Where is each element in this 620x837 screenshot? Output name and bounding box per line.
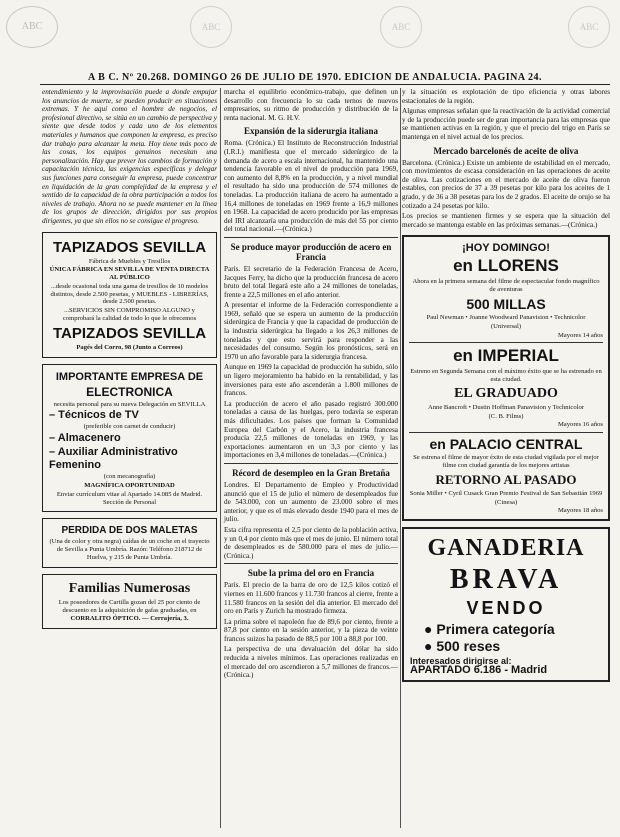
cinema-palacio-film: RETORNO AL PASADO (435, 471, 577, 487)
cinema-imperial-studio: (C. B. Films) (488, 412, 524, 420)
cinema-palacio-studio: (Cinesa) (494, 498, 518, 506)
header-rule (40, 84, 610, 85)
ganaderia-item-1-text: Primera categoría (436, 621, 555, 638)
section-divider (224, 237, 398, 238)
cinema-llorens-age: Mayores 14 años (557, 331, 603, 339)
cinema-llorens-title: en LLORENS (453, 256, 559, 276)
cinema-imperial-age: Mayores 16 años (557, 421, 603, 429)
ad-electronica-item: – Auxiliar Administrativo Femenino (49, 446, 178, 472)
ganaderia-item-1 (424, 621, 602, 637)
article-paragraph: Esta cifra representa el 2,5 por ciento de la población activa, y un 0,4 por ciento más que el mes de junio. El número total de desempleados es de 580.000 para el mes de julio.—(Crónica.) (224, 525, 398, 560)
ad-tapizados-line: ...desde ocasional toda una gama de tresillos de 10 modelos distintos, desde 2.500 pesetas, y MUEBLES - LIBRERÍAS, desde 2.500 pesetas. (50, 282, 209, 306)
cinema-palacio-cast: Sonia Miller • Cyril Cusack Gran Premio Festival de San Sebastián 1969 (409, 489, 603, 497)
column-divider-2 (400, 88, 401, 828)
cinema-imperial-cast: Anne Bancroft • Dustin Hoffman Panavision y Technicolor (428, 403, 584, 411)
cinema-imperial-film: EL GRADUADO (454, 385, 558, 401)
headline-aceite: Mercado barcelonés de aceite de oliva (433, 145, 579, 156)
ad-tapizados-address: Pagés del Corro, 98 (Junto a Correos) (76, 343, 183, 351)
ad-electronica-item-note: (con mecanografía) (103, 473, 156, 481)
ad-tapizados-line: ÚNICA FÁBRICA EN SEVILLA DE VENTA DIRECTA AL PÚBLICO (49, 266, 210, 282)
article-paragraph: Aunque en 1969 la capacidad de producción ha subido, sólo un ligero mejoramiento ha habido en la rentabilidad, y las inversiones para este año ascenderán a 1.800 millones de francos. (224, 363, 398, 398)
cinema-llorens-studio: (Universal) (490, 322, 522, 330)
ad-familias-text: Los poseedores de Cartilla gozan del 25 por ciento de descuento en la adquisición de gafas graduadas, en (58, 598, 201, 614)
ad-electronica-intro: necesita personal para su nueva Delegación en SEVILLA (53, 400, 206, 408)
page-header: A B C. Nº 20.268. DOMINGO 26 DE JULIO DE 1970. EDICION DE ANDALUCIA. PAGINA 24. (88, 72, 543, 83)
article-paragraph: La producción de acero el año pasado registró 300.000 toneladas a causa de las huelgas, pero todavía se esperan más dificultades. Los países que forman la Comunidad Europea del Carbón y el Acero, la industria francesa producía 22,5 millones de toneladas en 1969, y las exportaciones aumentaron en un 3,3 por ciento y las importaciones en 3,4 millones de toneladas.—(Crónica.) (224, 399, 398, 460)
headline-oro: Sube la prima del oro en Francia (247, 568, 375, 579)
ad-maletas-text: (Una de color y otra negra) caídas de un coche en el trayecto de Sevilla a Punta Umbría. Razón: Teléfono 218712 de Huelva, y 215 de Punta Umbría. (49, 538, 210, 562)
ganaderia-title-2: BRAVA (449, 564, 563, 596)
watermark-logo-center-2: ABC (380, 6, 422, 48)
ad-familias-footer: CORRALITO ÓPTICO. — Cerrajería, 3. (70, 615, 189, 623)
article-paragraph: Barcelona. (Crónica.) Existe un ambiente de estabilidad en el mercado, con movimientos de escasa consideración en las operaciones de aceite de oliva. Las cotizaciones en el mercado de aceite de oliva fueron estables, con precios de 37 a 39 pesetas por kilo para los aceites de 1 grado, y de 36 a 38 pesetas para los de 2 grados. El aceite de orujo se ha cotizado a 24 pesetas por kilo. (402, 158, 610, 210)
headline-siderurgia: Expansión de la siderurgia italiana (243, 126, 379, 137)
cinema-llorens-desc: Ahora en la primera semana del filme de espectacular fondo magnífico de aventuras (412, 278, 600, 294)
ganaderia-contact-2: APARTADO 6.186 - Madrid (410, 664, 548, 677)
cinema-hoy-domingo: ¡HOY DOMINGO! (462, 242, 550, 255)
ad-familias-title: Familias Numerosas (68, 580, 191, 596)
column-center (224, 88, 398, 682)
article-paragraph: Los precios se mantienen firmes y se espera que la situación del mercado se mantenga estable en las próximas semanas.—(Crónica.) (402, 212, 610, 229)
ad-electronica-note: MAGNÍFICA OPORTUNIDAD (84, 482, 175, 490)
article-paragraph: La prima sobre el napoleón fue de 89,6 por ciento, frente a 87,8 por ciento en la sesión anterior, y la pieza de veinte francos suizos ha pasado de 88,5 por 100 a 88,8 por 100. (224, 617, 398, 643)
column-right (402, 88, 610, 688)
cinema-llorens-film: 500 MILLAS (466, 295, 546, 312)
cinema-palacio-title: en PALACIO CENTRAL (429, 436, 583, 453)
column-divider-1 (220, 88, 221, 828)
article-paragraph: La perspectiva de una devaluación del dólar ha sido reducida a niveles mínimos. Las operaciones realizadas en el mercado del oro ascendieron a 5,7 millones de francos.—(Crónica.) (224, 645, 398, 680)
cinema-divider (409, 432, 603, 433)
ad-tapizados-sevilla (42, 232, 217, 358)
ad-tapizados-line: Fábrica de Muebles y Tresillos (88, 257, 171, 265)
ad-familias-numerosas (42, 574, 217, 629)
section-divider (224, 563, 398, 564)
cinema-imperial-desc: Estreno en Segunda Semana con el máximo éxito que se ha estrenado en esta ciudad. (410, 368, 602, 384)
bullet-icon: ● (424, 621, 437, 638)
ad-ganaderia-brava (402, 527, 610, 682)
column-left (42, 88, 217, 635)
headline-acero-francia: Se produce mayor producción de acero en Francia (230, 241, 392, 262)
section-divider (224, 463, 398, 464)
cinema-divider (409, 342, 603, 343)
ganaderia-contact-1: Interesados dirigirse al: (410, 656, 512, 667)
ad-electronica-title-2: ELECTRONICA (86, 384, 173, 399)
ad-electronica-item-note: (preferible con carnet de conducir) (83, 423, 176, 431)
article-paragraph: A presentar el informe de la Federación correspondiente a 1969, señaló que se espera un aumento de la producción siderúrgica de Francia y que la capacidad de producción de la industria siderúrgica ha llegado a los 26,3 millones de toneladas y que esto servirá para responder a las necesidades del consumo. Según los pronósticos, será en 1970 un año favorable para la siderurgia francesa. (224, 301, 398, 361)
ganaderia-item-2 (424, 638, 602, 654)
article-paragraph: marcha el equilibrio económico-trabajo, que definen un desarrollo con frecuencia lo su cada ternos de nuevos empresarios, su ritmo de producción y distribución de la renta nacional. M. G. H.V. (224, 88, 398, 122)
ad-maletas-title: PERDIDA DE DOS MALETAS (61, 525, 198, 537)
article-paragraph: París. El secretario de la Federación Francesa de Acero, Jacques Ferry, ha dicho que la producción francesa de acero bruto del total llegará este año a 24 millones de toneladas, frente a 22,5 millones en el año anterior. (224, 264, 398, 299)
article-paragraph: y la situación es explotación de tipo eficiencia y otras labores estacionales de la región. (402, 88, 610, 105)
ad-tapizados-title-2: TAPIZADOS SEVILLA (52, 324, 207, 342)
ad-cinemas (402, 235, 610, 521)
article-paragraph: Londres. El Departamento de Empleo y Productividad anunció que el 15 de julio el número de desempleados fue de 543.000, con un aumento de 23.000 sobre el mes anterior, y que es el más elevado desde 1940 para el mes de julio. (224, 480, 398, 524)
ad-perdida-maletas (42, 518, 217, 567)
ad-tapizados-line: ...SERVICIOS SIN COMPROMISO ALGUNO y comprobará la calidad de todo lo que le ofrecemos (62, 307, 197, 323)
ganaderia-title-1: GANADERIA (427, 535, 585, 562)
intro-article: entendimiento y la improvisación puede a donde empujar los anuncios de muerte, se pueden producir en situaciones extremas. Y he aquí como el hombre de negocios, el profesional directivo, se sitúa en un cambio de perspectiva y siente que desde todos y cada uno de los elementos materiales y humanos que componen la empresa, es preciso dar trabajo para alcanzar la meta. Hoy tiene más poco de las cosas, los equipos genuinos necesitan una personalización. Hay que prever los cambios de formación y capacitación técnica, las exigencias específicas y delegar sus funciones para conseguir la empresa, puede concentrar en liquidación de la gran complejidad de la empresa y el sentido de la capacidad de la obra participación a todos los niveles de trabajo. Ahora no se puede mantener en la línea de los grupos de dirección, dirigidos por sus propios dirigentes, ya que sin ellos no se consigue el progreso. (42, 88, 217, 225)
headline-desempleo: Récord de desempleo en la Gran Bretaña (232, 467, 390, 478)
ad-electronica-title-1: IMPORTANTE EMPRESA DE (55, 370, 204, 383)
ganaderia-vendo: VENDO (466, 598, 546, 619)
cinema-palacio-age: Mayores 18 años (557, 507, 603, 515)
ad-electronica-item: – Técnicos de TV (49, 409, 139, 422)
ad-electronica-item: – Almacenero (49, 432, 121, 445)
cinema-palacio-desc: Se estrena el filme de mayor éxito de esta ciudad vigilada por el mejor filme con ciudad garantía de los mejores artistas (413, 454, 599, 470)
watermark-logo-left: ABC (6, 6, 58, 48)
ad-electronica (42, 364, 217, 513)
article-paragraph: Roma. (Crónica.) El Instituto de Reconstrucción Industrial (I.R.I.) manifiesta que el mercado siderúrgico de la demanda de acero a escala internacional, ha mantenido una tendencia favorable en el nivel de producción para 1969, con aumento del 8,8% en la producción, y a nivel mundial el resultado ha sido una producción de 574 millones de toneladas. La producción italiana de acero ha aumentado a 16,4 millones de toneladas en 1969 frente a 16,9 millones en 1968. La capacidad de acero producido por las empresas del IRI alcanzaría una producción de más del 55 por ciento del total nacional.—(Crónica.) (224, 139, 398, 234)
watermark-logo-center-1: ABC (190, 6, 232, 48)
ad-electronica-contact: Enviar currículum vitae al Apartado 14.085 de Madrid. Sección de Personal (56, 490, 203, 506)
article-paragraph: Algunas empresas señalan que la reactivación de la actividad comercial y de la producción puede ser de gran importancia para las empresas que se mantienen activas en la región, y que el precio del trigo en París se mantenga en el nivel actual de los precios. (402, 107, 610, 141)
bullet-icon: ● (424, 638, 437, 655)
cinema-llorens-cast: Paul Newman • Joanne Woodward Panavision • Technicolor (426, 313, 586, 321)
cinema-imperial-title: en IMPERIAL (453, 346, 559, 366)
watermark-logo-right: ABC (568, 6, 610, 48)
ad-tapizados-title: TAPIZADOS SEVILLA (52, 238, 207, 256)
article-paragraph: París. El precio de la barra de oro de 12,5 kilos cotizó el viernes en 11.600 francos y 11.730 francos al cierre, frente a 11.580 francos en la sesión del día anterior. El mercado del oro en París y Zurich ha mostrado firmeza. (224, 581, 398, 616)
ganaderia-item-2-text: 500 reses (436, 638, 501, 655)
